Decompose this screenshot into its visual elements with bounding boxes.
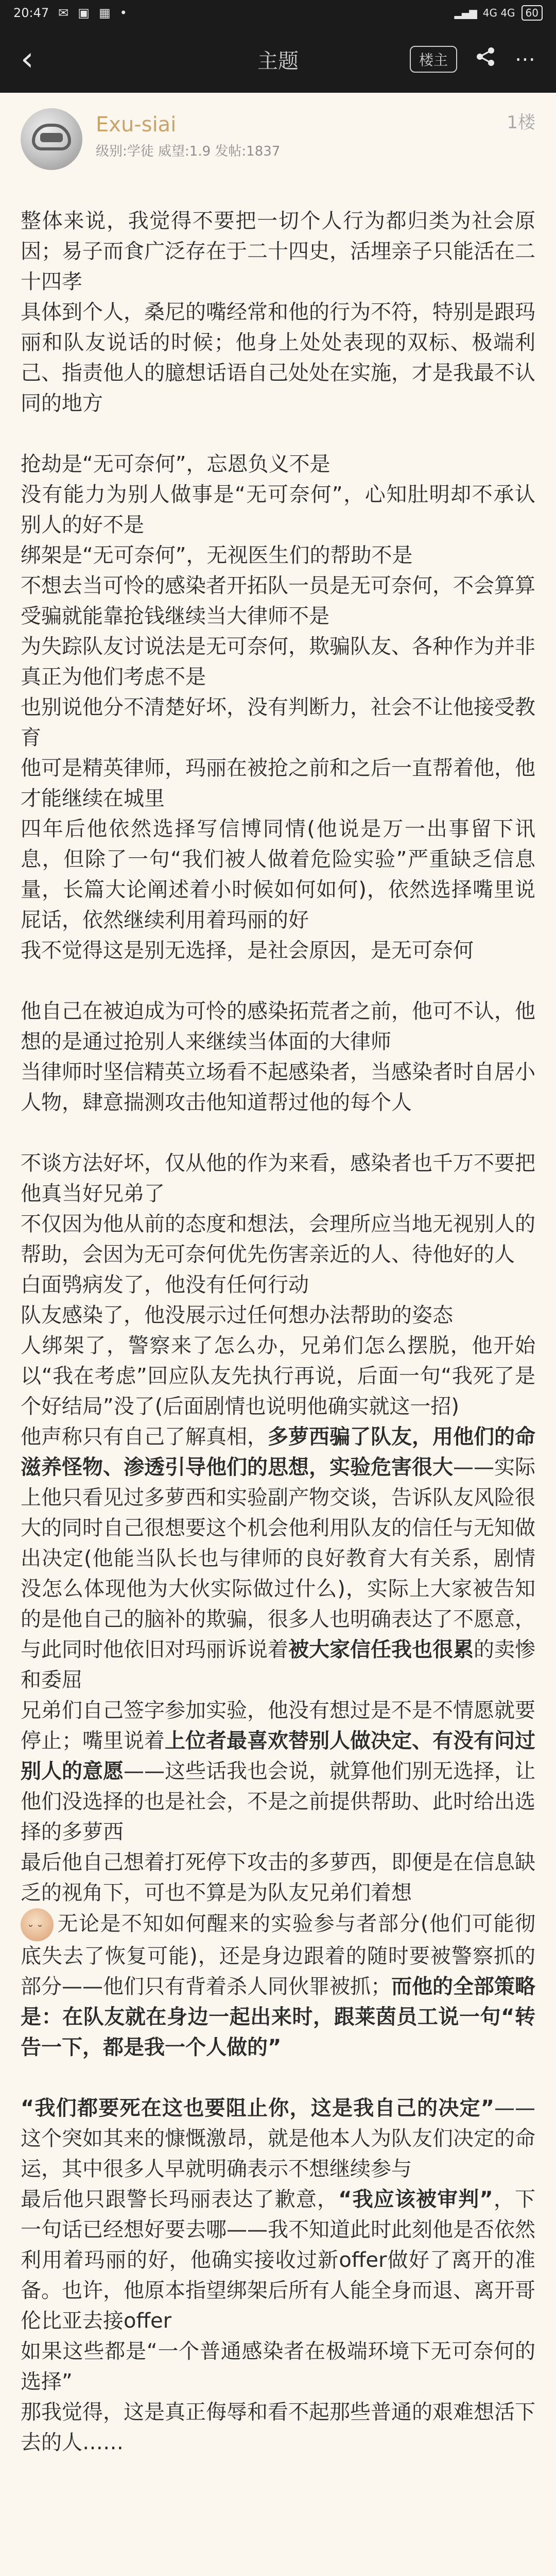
post-paragraph (21, 996, 535, 1057)
back-arrow-icon[interactable]: ‹ (21, 40, 34, 78)
paragraph-text: 当律师时坚信精英立场看不起感染者，当感染者时自居小人物，肆意揣测攻击他知道帮过他的每个人 (21, 1060, 535, 1114)
post-paragraph (21, 936, 535, 966)
floor-filter-button[interactable]: 楼主 (410, 46, 457, 73)
paragraph-text: 白面鸮病发了，他没有任何行动 (21, 1273, 309, 1297)
paragraph-text: ——这个突如其来的慷慨激昂，就是他本人为队友们决定的命运，其中很多人早就明确表示不想继续参与 (21, 2096, 535, 2181)
paragraph-text: ——实际上他只看见过多萝西和实验副产物交谈，告诉队友风险很大的同时自己很想要这个机会他利用队友的信任与无知做出决定(他能当队长也与律师的良好教育大有关系，剧情没怎么体现他为大伙实际做过什么)，实际上大家被告知的是他自己的脑补的欺骗，很多人也明确表达了不愿意，与此同时他依旧对玛丽诉说着 (21, 1455, 535, 1662)
post-paragraph (21, 540, 535, 571)
paragraph-text: 人绑架了，警察来了怎么办，兄弟们怎么摆脱，他开始以“我在考虑”回应队友先执行再说，后面一句“我死了是个好结局”没了(后面剧情也说明他确实就这一招) (21, 1334, 535, 1418)
notification-icon-mail: ✉ (58, 6, 69, 20)
notification-icon-app: ▣ (78, 6, 90, 20)
paragraph-text: ——这些话我也会说，就算他们别无选择，让他们没选择的也是社会，不是之前提供帮助、此时给出选择的多萝西 (21, 1759, 535, 1844)
user-meta: 级别:学徒 威望:1.9 发帖:1837 (96, 144, 281, 159)
battery-level: 60 (525, 7, 538, 19)
more-options-icon[interactable]: ⋯ (515, 47, 535, 71)
post-paragraph (21, 1057, 535, 1118)
sticker-emoji-icon (21, 1908, 54, 1941)
status-bar (0, 0, 556, 26)
post-paragraph (21, 1696, 535, 1848)
username[interactable]: Exu-siai (96, 113, 177, 137)
post-paragraph (21, 1300, 535, 1331)
avatar[interactable] (21, 108, 82, 170)
post-paragraph (21, 480, 535, 540)
post-paragraph (21, 206, 535, 297)
network-label: 4G 4G (482, 7, 515, 19)
notification-icon-grid: ▦ (98, 6, 111, 20)
paragraph-text: 绑架是“无可奈何”，无视医生们的帮助不是 (21, 544, 413, 567)
paragraph-spacer (21, 419, 535, 449)
paragraph-text: 的卖惨和委屈 (21, 1638, 535, 1692)
signal-icon: ▂▄▆ (454, 7, 477, 19)
post-paragraph (21, 814, 535, 936)
emphasis-text: 上位者最喜欢替别人做决定、有没有问过别人的意愿 (21, 1729, 535, 1783)
post-paragraph (21, 571, 535, 632)
paragraph-text: 他声称只有自己了解真相， (21, 1425, 268, 1449)
post-paragraph (21, 1908, 535, 2063)
emphasis-text: 多萝西骗了队友，用他们的命滋养怪物、渗透引导他们的思想，实验危害很大 (21, 1425, 535, 1479)
paragraph-text: 他可是精英律师，玛丽在被抢之前和之后一直帮着他，他才能继续在城里 (21, 756, 535, 810)
notification-icon-dot: • (119, 6, 127, 20)
paragraph-spacer (21, 1118, 535, 1148)
floor-number: 1楼 (507, 112, 535, 133)
share-icon[interactable] (476, 46, 496, 72)
paragraph-text: 抢劫是“无可奈何”，忘恩负义不是 (21, 452, 331, 476)
paragraph-text: 也别说他分不清楚好坏，没有判断力，社会不让他接受教育 (21, 696, 535, 750)
post-paragraph (21, 2397, 535, 2458)
emphasis-text: 被大家信任我也很累 (288, 1638, 474, 1662)
emphasis-text: 而他的全部策略是：在队友就在身边一起出来时，跟莱茵员工说一句“转告一下，都是我一个人做的” (21, 1975, 535, 2059)
post-paragraph (21, 753, 535, 814)
post-paragraph (21, 2184, 535, 2336)
paragraph-text: 不仅因为他从前的态度和想法，会理所应当地无视别人的帮助，会因为无可奈何优先伤害亲近的人、待他好的人 (21, 1212, 535, 1266)
paragraph-text: 最后他自己想着打死停下攻击的多萝西，即便是在信息缺乏的视角下，可也不算是为队友兄弟们着想 (21, 1851, 535, 1905)
post-paragraph (21, 692, 535, 753)
paragraph-text: 不谈方法好坏，仅从他的作为来看，感染者也千万不要把他真当好兄弟了 (21, 1151, 535, 1206)
paragraph-text: 无论是不知如何醒来的实验参与者部分(他们可能彻底失去了恢复可能)，还是身边跟着的随时要被警察抓的部分——他们只有背着杀人同伙罪被抓； (21, 1912, 535, 1998)
post-paragraph (21, 632, 535, 692)
post-paragraph (21, 449, 535, 480)
page-title: 主题 (257, 49, 299, 73)
post-paragraph (21, 1209, 535, 1270)
emphasis-text: “我应该被审判” (338, 2188, 493, 2211)
post-paragraph (21, 1270, 535, 1300)
paragraph-text: 为失踪队友讨说法是无可奈何，欺骗队友、各种作为并非真正为他们考虑不是 (21, 635, 535, 689)
paragraph-text: 具体到个人，桑尼的嘴经常和他的行为不符，特别是跟玛丽和队友说话的时候；他身上处处表现的双标、极端利己、指责他人的臆想话语自己处处在实施，才是我最不认同的地方 (21, 300, 535, 415)
post-paragraph (21, 2093, 535, 2184)
status-time: 20:47 (13, 6, 49, 20)
nav-actions (410, 46, 535, 73)
paragraph-text: 我不觉得这是别无选择，是社会原因，是无可奈何 (21, 939, 474, 962)
status-right (455, 5, 543, 21)
paragraph-text: 不想去当可怜的感染者开拓队一员是无可奈何，不会算算受骗就能靠抢钱继续当大律师不是 (21, 574, 535, 628)
status-left (13, 6, 127, 20)
paragraph-text: ，下一句话已经想好要去哪——我不知道此时此刻他是否依然利用着玛丽的好，他确实接收过新offer做好了离开的准备。也许，他原本指望绑架后所有人能全身而退、离开哥伦比亚去接offer (21, 2188, 536, 2333)
paragraph-spacer (21, 966, 535, 996)
user-info (96, 108, 280, 170)
paragraph-text: 队友感染了，他没展示过任何想办法帮助的姿态 (21, 1303, 453, 1327)
post-paragraph (21, 1148, 535, 1209)
battery-icon (522, 5, 543, 21)
nav-bar (0, 26, 556, 93)
post-header (0, 93, 556, 170)
post-paragraph (21, 1422, 535, 1696)
post-paragraph (21, 297, 535, 419)
paragraph-text: 整体来说，我觉得不要把一切个人行为都归类为社会原因；易子而食广泛存在于二十四史，活埋亲子只能活在二十四孝 (21, 209, 535, 294)
paragraph-text: 兄弟们自己签字参加实验，他没有想过是不是不情愿就要停止；嘴里说着 (21, 1699, 535, 1753)
post-paragraph (21, 1848, 535, 1908)
paragraph-text: 他自己在被迫成为可怜的感染拓荒者之前，他可不认，他想的是通过抢别人来继续当体面的大律师 (21, 999, 535, 1054)
paragraph-text: 四年后他依然选择写信博同情(他说是万一出事留下讯息，但除了一句“我们被人做着危险实验”严重缺乏信息量，长篇大论阐述着小时候如何如何)，依然选择嘴里说屁话，依然继续利用着玛丽的好 (21, 817, 535, 932)
emphasis-text: “我们都要死在这也要阻止你，这是我自己的决定” (21, 2096, 494, 2120)
paragraph-spacer (21, 2063, 535, 2093)
post-paragraph (21, 1331, 535, 1422)
post-paragraph (21, 2336, 535, 2397)
paragraph-text: 如果这些都是“一个普通感染者在极端环境下无可奈何的选择” (21, 2340, 535, 2394)
post-body (0, 170, 556, 2458)
paragraph-text: 最后他只跟警长玛丽表达了歉意， (21, 2188, 339, 2211)
paragraph-text: 没有能力为别人做事是“无可奈何”，心知肚明却不承认别人的好不是 (21, 483, 535, 537)
paragraph-text: 那我觉得，这是真正侮辱和看不起那些普通的艰难想活下去的人…… (21, 2400, 535, 2454)
